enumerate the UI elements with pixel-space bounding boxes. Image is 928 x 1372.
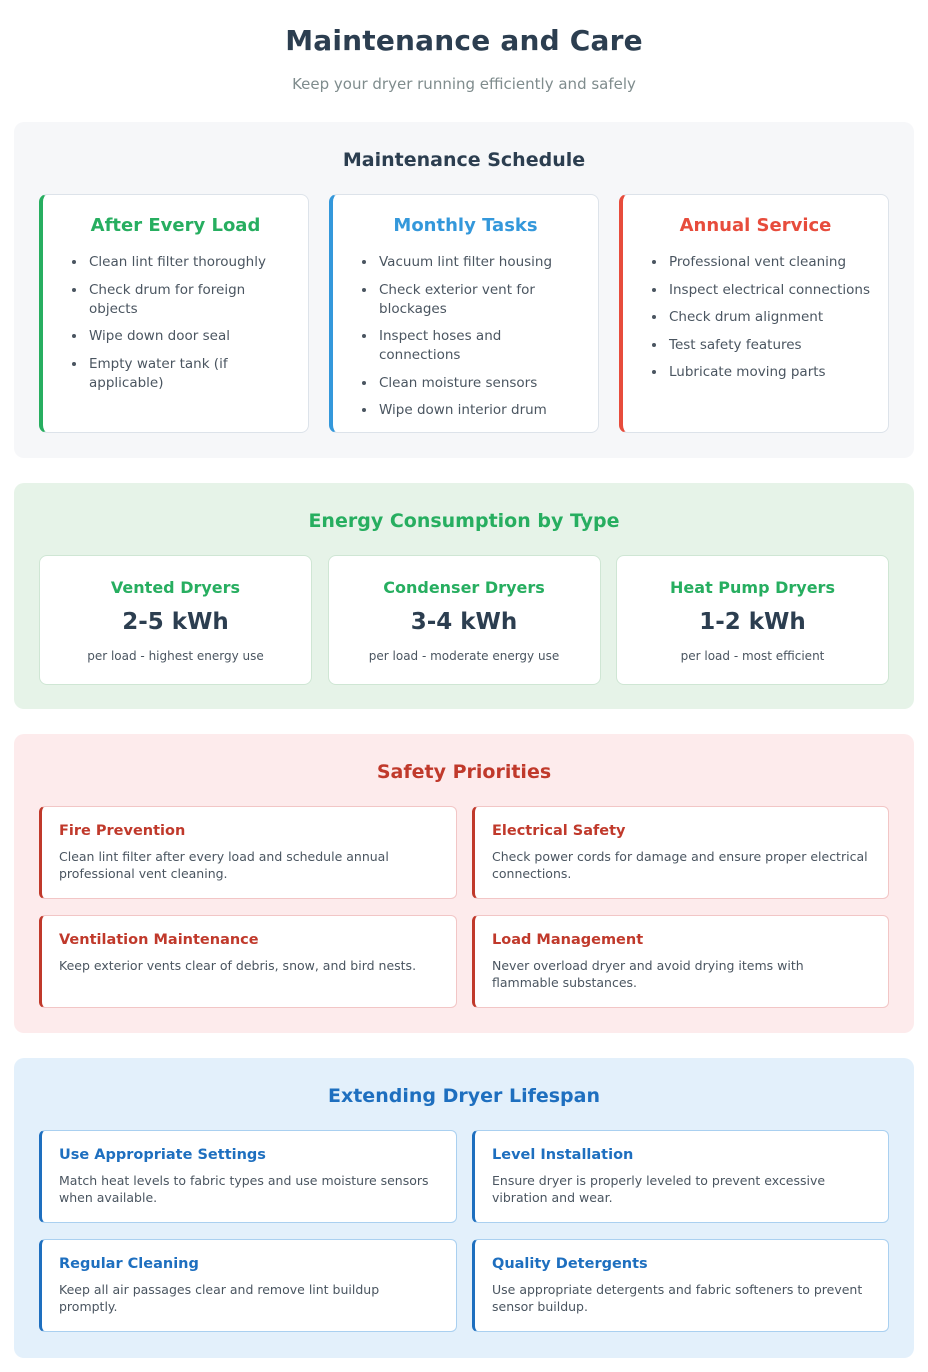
lifespan-card-appropriate-settings: [39, 1130, 457, 1223]
task-item: • Wipe down door seal: [87, 327, 294, 346]
energy-description: per load - most efficient: [680, 649, 825, 663]
energy-card-heat-pump: [616, 555, 889, 685]
extending-lifespan-section: [14, 1058, 914, 1358]
task-item: • Wipe down interior drum: [377, 401, 584, 420]
safety-priorities-section: [14, 734, 914, 1033]
safety-grid: [39, 806, 889, 1008]
section-title: Maintenance Schedule: [342, 149, 586, 171]
task-item: • Clean moisture sensors: [377, 374, 584, 393]
page-title: Maintenance and Care: [285, 24, 643, 57]
safety-card-load-management: [472, 915, 889, 1008]
energy-value: 1-2 kWh: [699, 609, 806, 635]
card-text: Check power cords for damage and ensure proper electrical connections.: [492, 849, 868, 881]
page-subtitle: Keep your dryer running efficiently and safely: [292, 75, 636, 93]
energy-card-vented: [39, 555, 312, 685]
task-item: • Professional vent cleaning: [667, 253, 874, 272]
maintenance-schedule-section: [14, 122, 914, 458]
card-text: Never overload dryer and avoid drying items with flammable substances.: [492, 958, 804, 990]
schedule-card-title: Monthly Tasks: [393, 215, 538, 236]
schedule-card-title: After Every Load: [90, 215, 261, 236]
card-text: Clean lint filter after every load and schedule annual professional vent cleaning.: [59, 849, 389, 881]
task-item: • Test safety features: [667, 336, 874, 355]
energy-card-condenser: [328, 555, 601, 685]
task-item: • Inspect hoses and connections: [377, 327, 584, 365]
lifespan-card-quality-detergents: [472, 1239, 889, 1332]
dryer-type-name: Condenser Dryers: [383, 578, 545, 597]
schedule-card-annual-service: [619, 194, 889, 433]
card-title: Level Installation: [492, 1147, 634, 1163]
task-item: • Check exterior vent for blockages: [377, 281, 584, 319]
card-text: Keep exterior vents clear of debris, snow, and bird nests.: [59, 958, 417, 973]
section-title: Safety Priorities: [376, 761, 552, 783]
lifespan-card-level-installation: [472, 1130, 889, 1223]
task-list: [359, 253, 584, 420]
task-item: • Clean lint filter thoroughly: [87, 253, 294, 272]
safety-card-electrical-safety: [472, 806, 889, 899]
safety-card-ventilation-maintenance: [39, 915, 457, 1008]
dryer-type-name: Vented Dryers: [110, 578, 241, 597]
card-title: Ventilation Maintenance: [59, 932, 259, 948]
energy-grid: [39, 555, 889, 685]
safety-card-fire-prevention: [39, 806, 457, 899]
schedule-card-title: Annual Service: [679, 215, 832, 236]
dryer-type-name: Heat Pump Dryers: [670, 578, 835, 597]
task-item: • Inspect electrical connections: [667, 281, 874, 300]
energy-consumption-section: [14, 483, 914, 709]
card-text: Ensure dryer is properly leveled to prevent excessive vibration and wear.: [492, 1173, 826, 1205]
task-item: • Check drum for foreign objects: [87, 281, 294, 319]
card-title: Regular Cleaning: [59, 1256, 199, 1272]
card-title: Load Management: [492, 932, 644, 948]
energy-description: per load - moderate energy use: [368, 649, 560, 663]
card-text: Keep all air passages clear and remove lint buildup promptly.: [59, 1282, 380, 1314]
lifespan-card-regular-cleaning: [39, 1239, 457, 1332]
schedule-card-after-every-load: [39, 194, 309, 433]
card-text: Match heat levels to fabric types and use moisture sensors when available.: [59, 1173, 429, 1205]
energy-value: 2-5 kWh: [122, 609, 229, 635]
task-item: • Lubricate moving parts: [667, 363, 874, 382]
section-title: Energy Consumption by Type: [308, 510, 620, 532]
schedule-card-monthly-tasks: [329, 194, 599, 433]
energy-value: 3-4 kWh: [410, 609, 518, 635]
schedule-grid: [39, 194, 889, 433]
task-item: • Check drum alignment: [667, 308, 874, 327]
task-item: • Empty water tank (if applicable): [87, 355, 294, 393]
task-list: [69, 253, 294, 393]
card-title: Electrical Safety: [492, 823, 626, 839]
energy-description: per load - highest energy use: [87, 649, 264, 663]
card-text: Use appropriate detergents and fabric softeners to prevent sensor buildup.: [492, 1282, 863, 1314]
lifespan-grid: [39, 1130, 889, 1332]
task-list: [649, 253, 874, 382]
page-header: [0, 0, 928, 122]
card-title: Fire Prevention: [59, 823, 186, 839]
card-title: Use Appropriate Settings: [59, 1147, 266, 1163]
task-item: • Vacuum lint filter housing: [377, 253, 584, 272]
card-title: Quality Detergents: [492, 1256, 648, 1272]
section-title: Extending Dryer Lifespan: [327, 1085, 600, 1107]
